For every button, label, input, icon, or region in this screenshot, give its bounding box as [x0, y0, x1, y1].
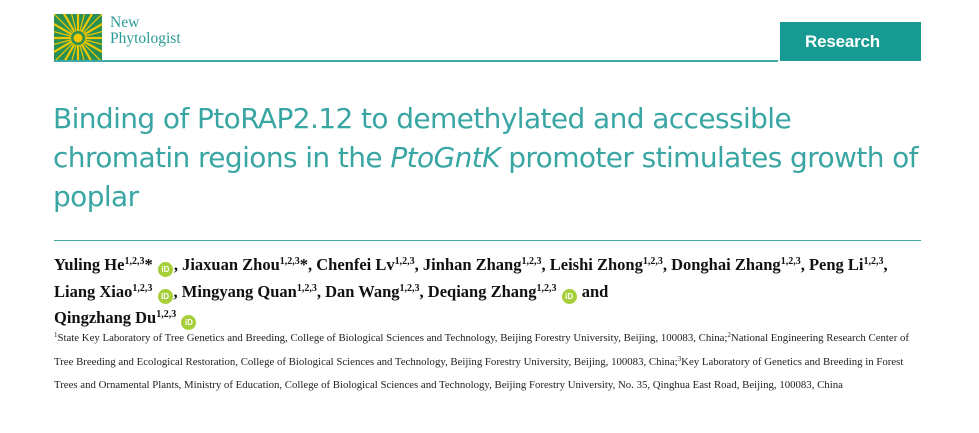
author-name: Yuling He — [54, 255, 125, 274]
author[interactable] — [54, 282, 174, 301]
title-gene-italic: PtoGntK — [390, 141, 500, 174]
header-divider — [54, 60, 778, 62]
author[interactable] — [54, 308, 197, 327]
orcid-icon[interactable]: iD — [158, 262, 173, 277]
author-affiliation-sup: 1,2,3 — [536, 282, 557, 294]
author[interactable] — [54, 255, 174, 274]
orcid-icon[interactable]: iD — [158, 289, 173, 304]
author-affiliation-sup: 1,2,3 — [521, 256, 542, 267]
author[interactable] — [325, 282, 419, 301]
affiliation-text: Key Laboratory of Genetics and Breeding in Forest Trees and Ornamental Plants, Ministry of Education, College of Biological Sciences and Technology, Beijing Forestry University, No. 35, Qinghua East Road, Beijing, 100083, China — [54, 355, 904, 391]
author-affiliation-sup: 1,2,3 — [394, 256, 415, 267]
affiliation-text: National Engineering Research Center of Tree Breeding and Ecological Restoration, College of Biological Sciences and Technology, Beijing Forestry University, Beijing, 100083, China; — [54, 332, 910, 368]
new-phytologist-logo-icon — [54, 14, 102, 62]
author[interactable] — [550, 255, 663, 274]
author-affiliation-sup: 1,2,3 — [863, 256, 884, 267]
author[interactable] — [428, 282, 578, 301]
journal-name-line1: New — [110, 14, 140, 31]
author-name: Peng Li — [808, 255, 864, 274]
author-name: Donghai Zhang — [671, 255, 781, 274]
journal-name — [110, 15, 181, 47]
title-part1: Binding of PtoRAP2.12 to demethylated and accessible chromatin regions in the — [53, 102, 792, 174]
title-divider — [54, 240, 921, 241]
author-name: Dan Wang — [325, 281, 400, 301]
author-name: Jiaxuan Zhou — [182, 255, 280, 274]
author-name: Mingyang Quan — [181, 281, 297, 301]
article-title — [53, 99, 933, 216]
author-list: Yuling He$^{1,2,3}$* iD , Jiaxuan Zhou$^{1,2,3}$*, Chenfei Lv$^{1,2,3}$, Jinhan Zhang$^{1,2,3}$, Leishi Zhong$^{1,2,3}$, Donghai Zhang$^{1,2,3}$, Peng Li$^{1,2,3}$, Liang Xiao$^{1,2,3}$ iD , Mingyang Quan$^{1,2,3}$, Dan Wang$^{1,2,3}$, Deqiang Zhang$^{1,2,3}$ iD and Qingzhang Du$^{1,2,3}$ iD — [54, 253, 924, 333]
author-name: Chenfei Lv — [316, 255, 395, 274]
section-badge: Research — [780, 22, 921, 61]
author-affiliation-sup: 1,2,3 — [780, 256, 801, 267]
author[interactable] — [316, 255, 414, 274]
journal-logo[interactable] — [54, 14, 181, 62]
author-affiliation-sup: 1,2,3 — [642, 256, 663, 267]
title-part2: promoter stimulates growth of poplar — [53, 141, 918, 213]
journal-name-line2: Phytologist — [110, 30, 181, 47]
affiliation-text: State Key Laboratory of Tree Genetics and Breeding, College of Biological Sciences and Technology, Beijing Forestry University, Beijing, 100083, China; — [57, 332, 728, 344]
author[interactable] — [671, 255, 801, 274]
corresponding-mark: * — [299, 255, 309, 274]
author-name: Jinhan Zhang — [422, 255, 522, 274]
author[interactable] — [182, 282, 317, 301]
author-name: Qingzhang Du — [54, 308, 157, 327]
author[interactable] — [809, 255, 884, 274]
orcid-icon[interactable]: iD — [181, 315, 196, 330]
author-affiliation-sup: 1,2,3 — [156, 309, 177, 320]
affiliations — [54, 327, 922, 397]
author[interactable] — [182, 255, 308, 274]
author-affiliation-sup: 1,2,3 — [132, 282, 153, 294]
affiliation-number: 2 — [727, 331, 731, 339]
corresponding-mark: * — [144, 255, 153, 274]
author-affiliation-sup: 1,2,3 — [279, 256, 300, 267]
author-name: Deqiang Zhang — [427, 281, 537, 301]
author-affiliation-sup: 1,2,3 — [399, 282, 420, 294]
orcid-icon[interactable]: iD — [562, 289, 577, 304]
affiliation-number: 3 — [677, 354, 682, 363]
author-name: Leishi Zhong — [549, 255, 643, 274]
affiliation-number: 1 — [54, 331, 58, 339]
author-name: Liang Xiao — [54, 281, 133, 301]
author-conjunction: and — [581, 281, 609, 301]
author-affiliation-sup: 1,2,3 — [296, 282, 317, 294]
author-affiliation-sup: 1,2,3 — [124, 256, 145, 267]
author[interactable] — [423, 255, 542, 274]
